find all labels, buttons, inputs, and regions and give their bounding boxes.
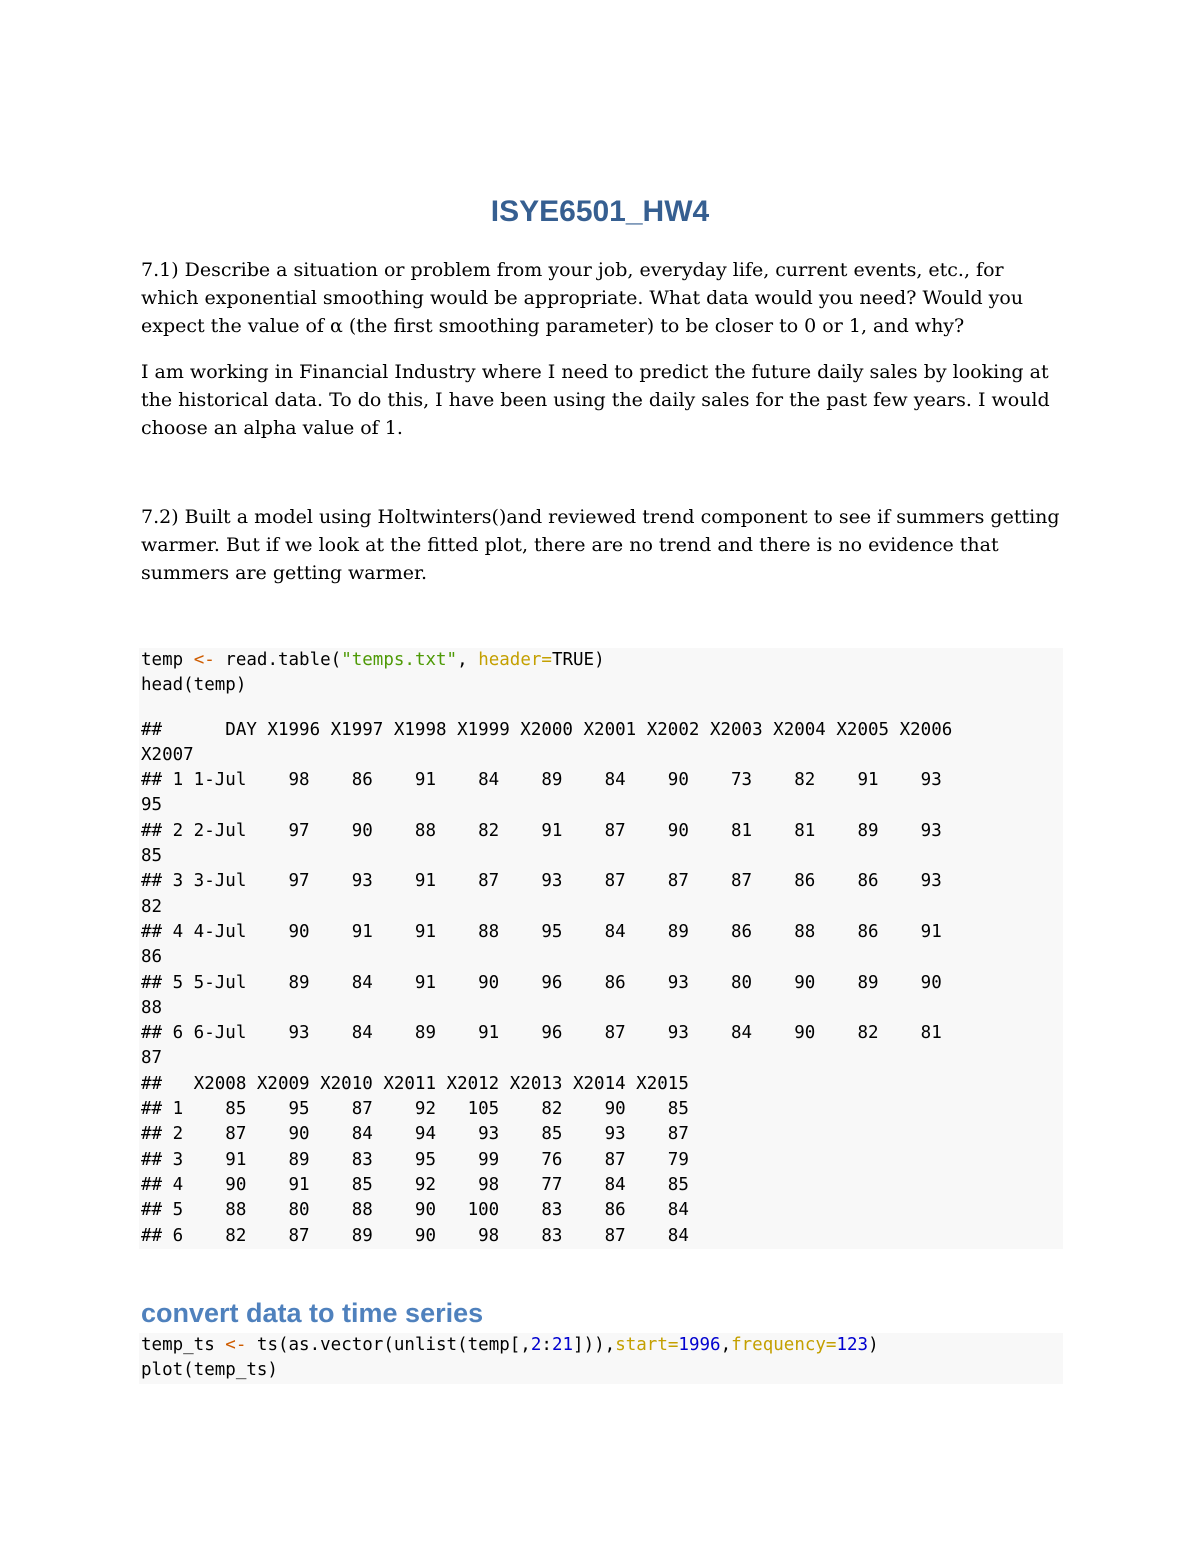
string-literal: "temps.txt" — [341, 650, 458, 670]
code-token: ts(as.vector(unlist(temp[, — [246, 1335, 531, 1355]
output-line: ## X2008 X2009 X2010 X2011 X2012 X2013 X2014 X2015 — [141, 1073, 689, 1094]
output-line: 86 — [141, 947, 163, 968]
answer-7-1: I am working in Financial Industry where I need to predict the future daily sales by looking at the historical data. To do this, I have been using the daily sales for the past few years. I would choose an alpha value of 1. — [141, 361, 1050, 439]
output-line: 87 — [141, 1048, 163, 1069]
number-literal: 1996 — [678, 1335, 721, 1355]
output-line: ## 5 88 80 88 90 100 83 86 84 — [141, 1200, 689, 1221]
output-line: 95 — [141, 795, 163, 816]
argument-name: frequency= — [731, 1335, 837, 1355]
output-line: ## 1 85 95 87 92 105 82 90 85 — [141, 1099, 689, 1120]
output-line: ## 6 6-Jul 93 84 89 91 96 87 93 84 90 82 81 — [141, 1023, 942, 1044]
code-token: , — [457, 650, 479, 670]
output-line: ## 3 3-Jul 97 93 91 87 93 87 87 87 86 86 93 — [141, 871, 942, 892]
code-token: TRUE) — [551, 650, 605, 670]
output-line: X2007 — [141, 744, 194, 765]
output-line: 85 — [141, 846, 163, 867]
output-line: ## DAY X1996 X1997 X1998 X1999 X2000 X2001 X2002 X2003 X2004 X2005 X2006 — [141, 719, 953, 740]
number-literal: 21 — [551, 1335, 574, 1355]
output-line: ## 6 82 87 89 90 98 83 87 84 — [141, 1225, 689, 1246]
output-line: ## 2 87 90 84 94 93 85 93 87 — [141, 1124, 689, 1145]
output-line: ## 5 5-Jul 89 84 91 90 96 86 93 80 90 89 90 — [141, 972, 942, 993]
code-line-plot: plot(temp_ts) — [141, 1360, 278, 1381]
output-line: ## 3 91 89 83 95 99 76 87 79 — [141, 1149, 689, 1170]
code-token: read.table( — [214, 650, 342, 670]
argument-name: start= — [615, 1335, 679, 1355]
code-token: ) — [868, 1335, 879, 1355]
code-block-time-series — [139, 1333, 1063, 1384]
output-line: 82 — [141, 896, 163, 917]
code-block-read-data — [139, 648, 1063, 1249]
code-token: : — [541, 1335, 552, 1355]
code-line-ts — [139, 1333, 1063, 1358]
code-token: , — [720, 1335, 732, 1355]
argument-name: header= — [478, 650, 552, 670]
output-line: ## 4 4-Jul 90 91 91 88 95 84 89 86 88 86 91 — [141, 921, 942, 942]
assign-operator: <- — [193, 650, 215, 670]
console-output — [139, 718, 1063, 1249]
number-literal: 123 — [836, 1335, 869, 1355]
code-token: temp — [141, 650, 194, 670]
output-line: ## 1 1-Jul 98 86 91 84 89 84 90 73 82 91 93 — [141, 770, 942, 791]
number-literal: 2 — [530, 1335, 542, 1355]
code-token: temp_ts — [141, 1335, 226, 1355]
code-line-read-table — [139, 648, 1063, 673]
output-line: 88 — [141, 997, 163, 1018]
code-line-head: head(temp) — [141, 675, 247, 696]
output-line: ## 4 90 91 85 92 98 77 84 85 — [141, 1174, 689, 1195]
section-heading: convert data to time series — [141, 1298, 484, 1328]
page-title: ISYE6501_HW4 — [490, 195, 710, 228]
question-7-2: 7.2) Built a model using Holtwinters()and reviewed trend component to see if summers getting warmer. But if we look at the fitted plot, there are no trend and there is no evidence that summers are getting warmer. — [141, 506, 1060, 584]
code-token: ])), — [573, 1335, 616, 1355]
output-line: ## 2 2-Jul 97 90 88 82 91 87 90 81 81 89 93 — [141, 820, 942, 841]
assign-operator: <- — [225, 1335, 247, 1355]
question-7-1: 7.1) Describe a situation or problem from your job, everyday life, current events, etc., for which exponential smoothing would be appropriate. What data would you need? Would you expect the value of α (the first smoothing parameter) to be closer to 0 or 1, and why? — [141, 259, 1024, 337]
